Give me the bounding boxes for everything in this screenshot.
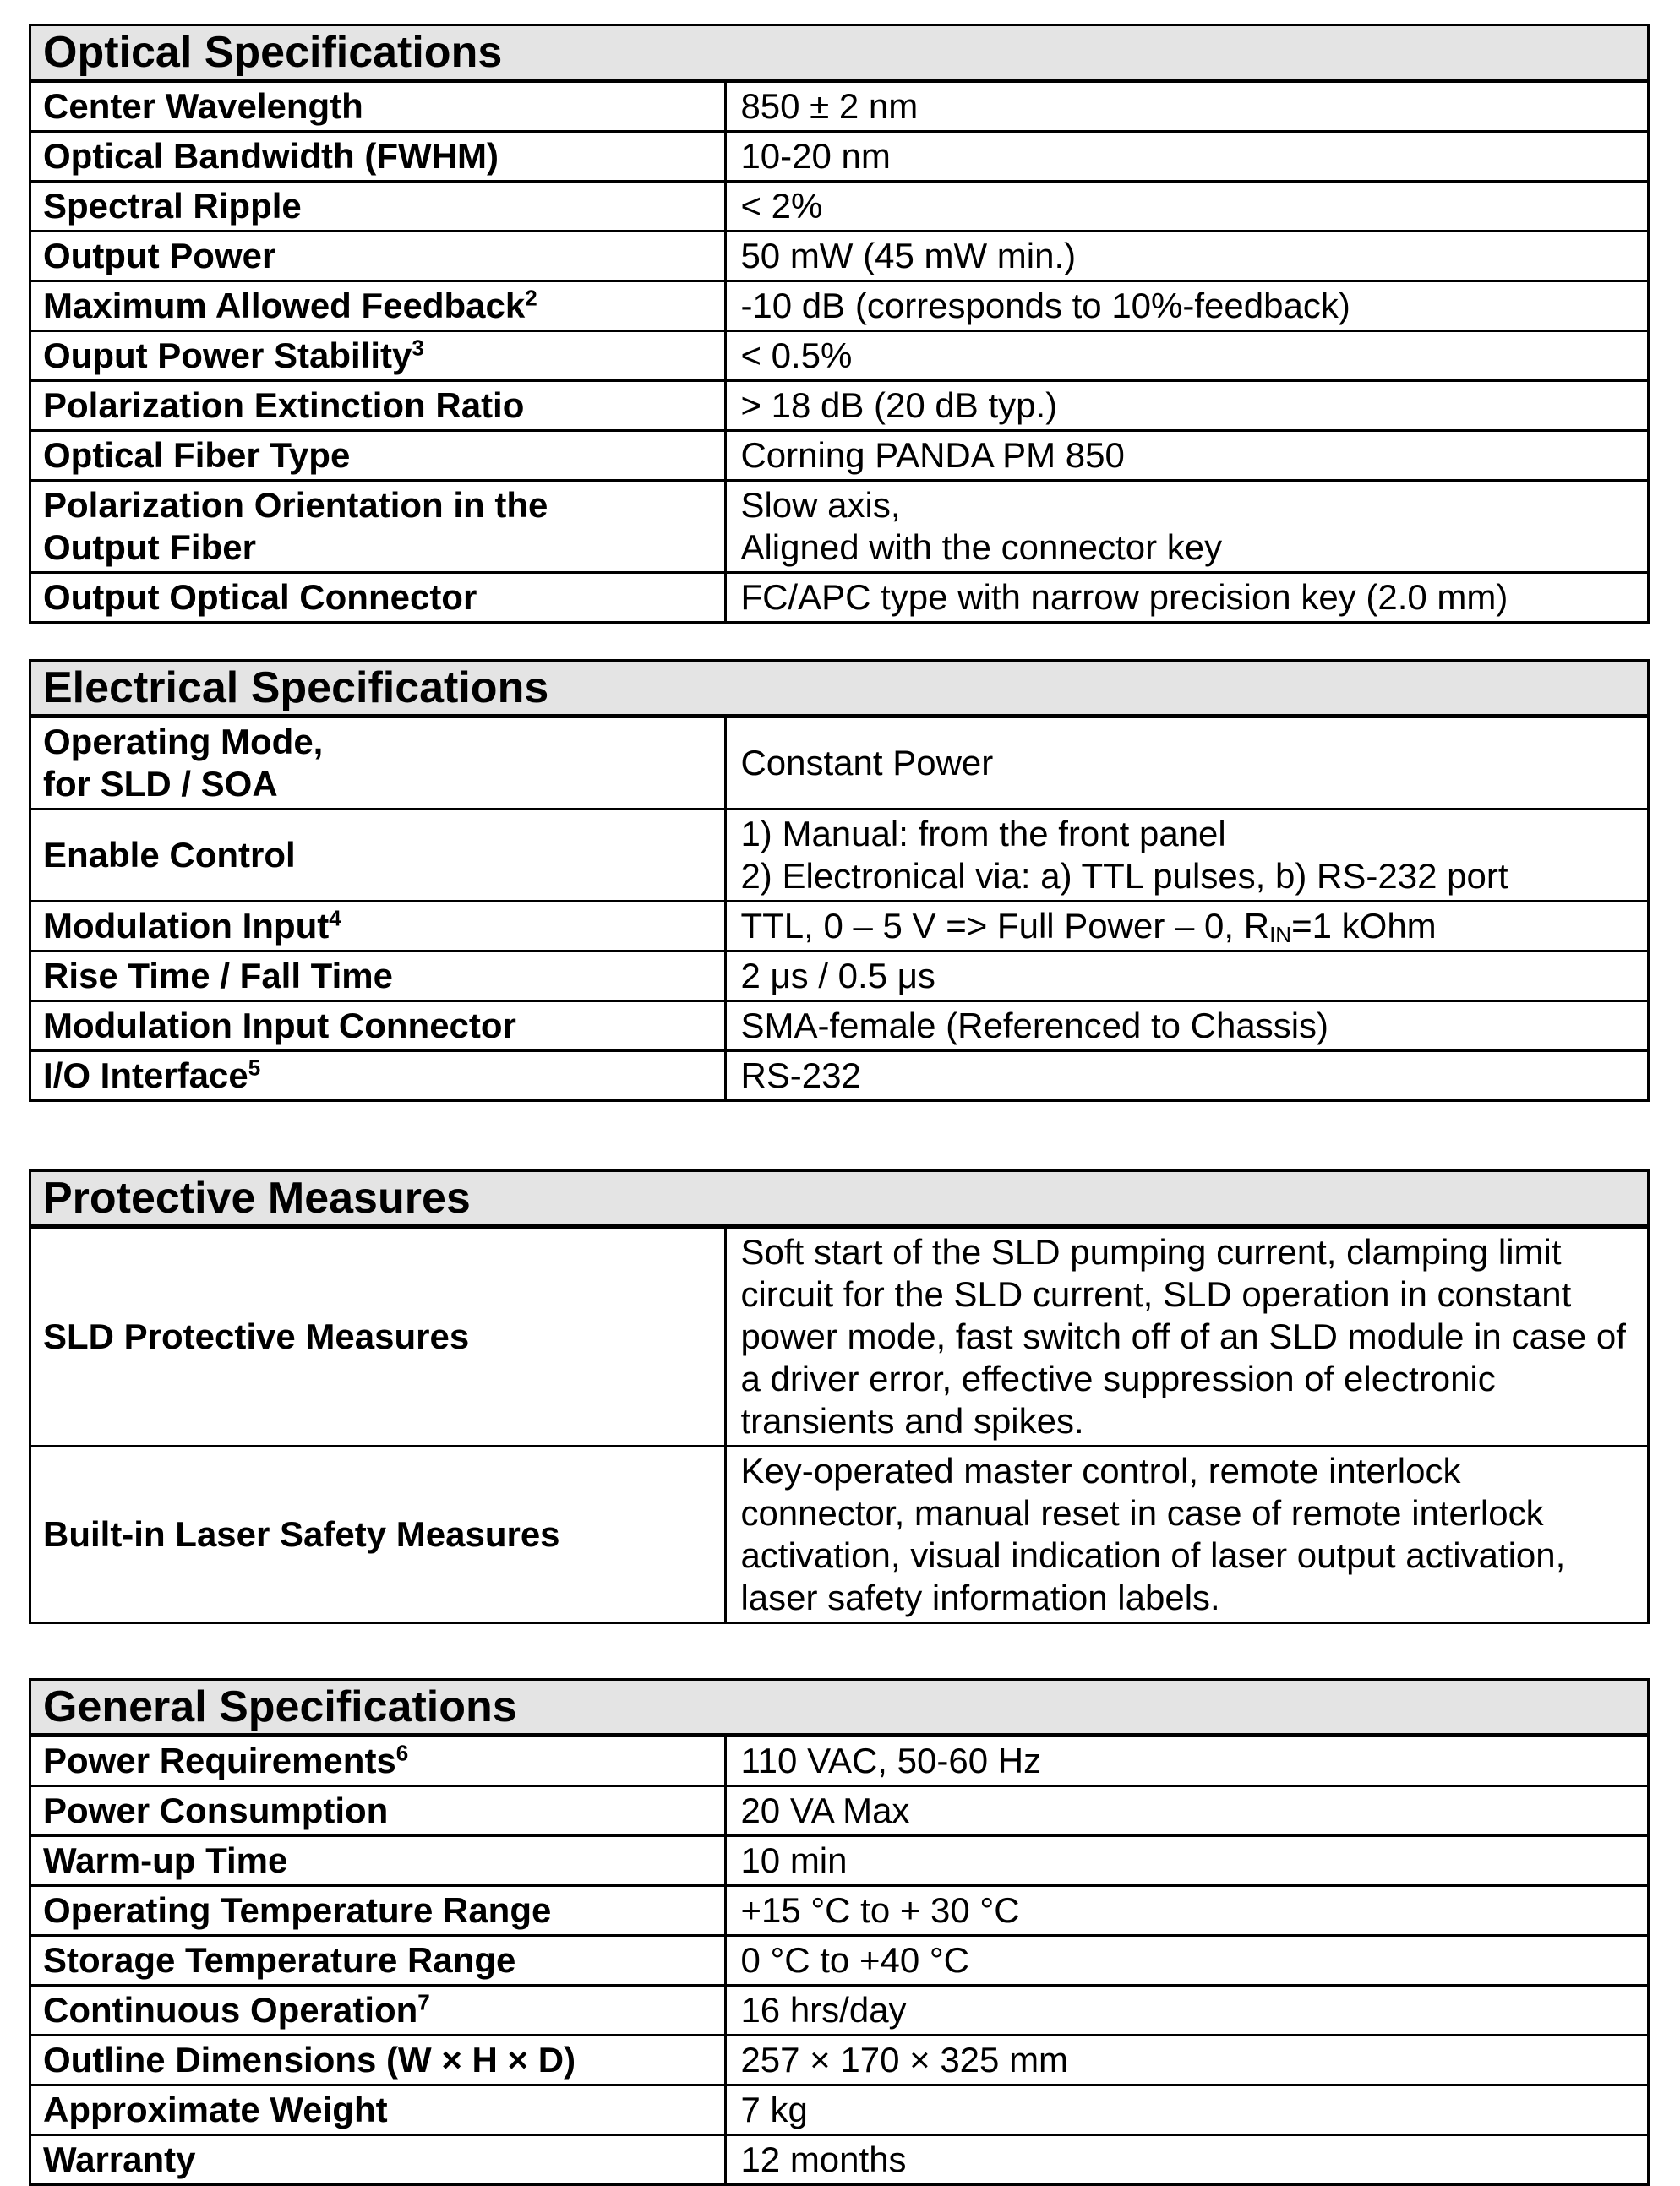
sup-text: 4 [329, 905, 341, 931]
spec-row [30, 1001, 1649, 1051]
section-header-row [30, 1171, 1649, 1227]
section-header-row [30, 661, 1649, 717]
section-title-protective: Protective Measures [30, 1171, 1649, 1227]
spec-row [30, 331, 1649, 381]
text: > 18 dB (20 dB typ.) [740, 385, 1058, 425]
spec-label-cell [30, 1051, 726, 1101]
text-line [43, 285, 711, 327]
text: Continuous Operation [43, 1990, 418, 2030]
text-line [43, 1790, 711, 1832]
text: Maximum Allowed Feedback [43, 286, 526, 325]
sub-text: IN [1269, 922, 1292, 948]
spec-value-cell [726, 951, 1649, 1001]
spec-label-cell [30, 1886, 726, 1936]
section-title-electrical: Electrical Specifications [30, 661, 1649, 717]
text-line [740, 1740, 1634, 1782]
text: Optical Bandwidth (FWHM) [43, 136, 499, 176]
text-line [740, 1055, 1634, 1097]
text: 2 μs / 0.5 μs [740, 956, 935, 995]
sup-text: 7 [417, 1989, 430, 2015]
text: Storage Temperature Range [43, 1940, 516, 1980]
text: for SLD / SOA [43, 764, 278, 804]
text: =1 kOhm [1291, 906, 1437, 946]
text: Output Optical Connector [43, 577, 477, 617]
text-line [43, 2139, 711, 2181]
spec-value-cell [726, 481, 1649, 573]
text-line [740, 335, 1634, 377]
text: Constant Power [740, 743, 994, 782]
spec-row [30, 1736, 1649, 1786]
spec-value-cell [726, 1786, 1649, 1836]
text: 7 kg [740, 2090, 808, 2129]
text-line [740, 1005, 1634, 1047]
spec-row [30, 717, 1649, 810]
text: Output Power [43, 236, 276, 275]
text-line [43, 763, 711, 805]
text-line [43, 185, 711, 227]
text: 10 min [740, 1840, 848, 1880]
text: Warranty [43, 2140, 196, 2179]
text: Modulation Input Connector [43, 1006, 516, 1045]
text-line [740, 1450, 1634, 1619]
text: RS-232 [740, 1055, 861, 1095]
text: Corning PANDA PM 850 [740, 435, 1125, 475]
text: FC/APC type with narrow precision key (2.0 mm) [740, 577, 1508, 617]
spec-label-cell [30, 281, 726, 331]
text-line [740, 434, 1634, 477]
text-line [43, 834, 711, 876]
spec-label-cell [30, 381, 726, 431]
text: I/O Interface [43, 1055, 248, 1095]
text: Soft start of the SLD pumping current, clamping limit circuit for the SLD current, SLD operation in constant power mode, fast switch off of an SLD module in case of a driver error, effective suppression of electronic transients and spikes. [740, 1232, 1626, 1441]
text: 2) Electronical via: a) TTL pulses, b) RS-232 port [740, 856, 1508, 896]
text: Ouput Power Stability [43, 335, 412, 375]
text: 10-20 nm [740, 136, 891, 176]
text-line [43, 1316, 711, 1358]
text: +15 °C to + 30 °C [740, 1890, 1020, 1930]
text-line [740, 2039, 1634, 2081]
spec-label-cell [30, 81, 726, 132]
spec-value-cell [726, 1736, 1649, 1786]
text-line [740, 1939, 1634, 1982]
spec-value-cell [726, 2135, 1649, 2185]
protective-measures-table [29, 1169, 1650, 1624]
text-line [43, 2039, 711, 2081]
spec-label-cell [30, 810, 726, 902]
spec-label-cell [30, 481, 726, 573]
text: Key-operated master control, remote interlock connector, manual reset in case of remote interlock activation, visual indication of laser output activation, laser safety information labels. [740, 1451, 1566, 1617]
text-line [43, 484, 711, 526]
text: Rise Time / Fall Time [43, 956, 393, 995]
spec-label-cell [30, 717, 726, 810]
text-line [740, 2139, 1634, 2181]
text: 50 mW (45 mW min.) [740, 236, 1077, 275]
spec-value-cell [726, 902, 1649, 951]
spec-value-cell [726, 2036, 1649, 2085]
spec-label-cell [30, 1786, 726, 1836]
sup-text: 3 [412, 335, 424, 361]
spec-row [30, 1227, 1649, 1447]
text-line [740, 742, 1634, 784]
text-line [740, 905, 1634, 947]
spec-label-cell [30, 573, 726, 623]
sup-text: 2 [525, 285, 537, 311]
text: Power Requirements [43, 1741, 396, 1780]
text-line [740, 285, 1634, 327]
spec-label-cell [30, 2036, 726, 2085]
sup-text: 6 [395, 1740, 409, 1766]
text-line [740, 484, 1634, 526]
text-line [740, 135, 1634, 177]
text: -10 dB (corresponds to 10%-feedback) [740, 286, 1350, 325]
text: SMA-female (Referenced to Chassis) [740, 1006, 1329, 1045]
text: 0 °C to +40 °C [740, 1940, 969, 1980]
text: Output Fiber [43, 527, 256, 567]
text-line [740, 855, 1634, 897]
spec-label-cell [30, 1447, 726, 1623]
spec-label-cell [30, 2085, 726, 2135]
spec-value-cell [726, 1986, 1649, 2036]
text: Spectral Ripple [43, 186, 302, 226]
text-line [740, 526, 1634, 569]
spec-row [30, 281, 1649, 331]
text: Power Consumption [43, 1791, 389, 1830]
spec-row [30, 1836, 1649, 1886]
text: 20 VA Max [740, 1791, 910, 1830]
section-header-row [30, 1680, 1649, 1736]
text-line [43, 905, 711, 947]
spec-row [30, 1051, 1649, 1101]
spec-label-cell [30, 2135, 726, 2185]
text: 16 hrs/day [740, 1990, 907, 2030]
text-line [43, 1939, 711, 1982]
spec-value-cell [726, 281, 1649, 331]
spec-value-cell [726, 1447, 1649, 1623]
text-line [43, 1005, 711, 1047]
sup-text: 5 [248, 1055, 261, 1081]
text: 1) Manual: from the front panel [740, 814, 1226, 853]
text-line [740, 1840, 1634, 1882]
text-line [43, 235, 711, 277]
spec-value-cell [726, 1886, 1649, 1936]
text: Outline Dimensions (W × H × D) [43, 2040, 576, 2080]
text: Polarization Extinction Ratio [43, 385, 525, 425]
text-line [43, 526, 711, 569]
spec-label-cell [30, 1001, 726, 1051]
text-line [43, 85, 711, 128]
spec-label-cell [30, 1986, 726, 2036]
text: Aligned with the connector key [740, 527, 1223, 567]
spec-row [30, 1447, 1649, 1623]
text-line [740, 1989, 1634, 2031]
text-line [740, 1231, 1634, 1442]
text-line [43, 721, 711, 763]
spec-row [30, 951, 1649, 1001]
spec-value-cell [726, 1936, 1649, 1986]
spec-value-cell [726, 132, 1649, 182]
text-line [43, 434, 711, 477]
spec-label-cell [30, 1736, 726, 1786]
spec-value-cell [726, 1227, 1649, 1447]
text: 257 × 170 × 325 mm [740, 2040, 1069, 2080]
spec-row [30, 810, 1649, 902]
spec-row [30, 232, 1649, 281]
text: Optical Fiber Type [43, 435, 351, 475]
text-line [43, 135, 711, 177]
text: Slow axis, [740, 485, 901, 525]
spec-row [30, 132, 1649, 182]
spec-label-cell [30, 951, 726, 1001]
text: SLD Protective Measures [43, 1317, 470, 1356]
spec-value-cell [726, 431, 1649, 481]
spec-value-cell [726, 810, 1649, 902]
text: < 0.5% [740, 335, 853, 375]
section-title-optical: Optical Specifications [30, 25, 1649, 81]
text: 110 VAC, 50-60 Hz [740, 1741, 1042, 1780]
text-line [740, 1889, 1634, 1932]
text: Modulation Input [43, 906, 330, 946]
text: Built-in Laser Safety Measures [43, 1514, 560, 1554]
spec-row [30, 2135, 1649, 2185]
spec-row [30, 81, 1649, 132]
text-line [43, 1989, 711, 2031]
spec-label-cell [30, 902, 726, 951]
spec-row [30, 481, 1649, 573]
spec-row [30, 431, 1649, 481]
text-line [43, 576, 711, 619]
spec-value-cell [726, 717, 1649, 810]
spec-row [30, 573, 1649, 623]
text-line [740, 2089, 1634, 2131]
text: 850 ± 2 nm [740, 86, 919, 126]
spec-value-cell [726, 232, 1649, 281]
text-line [740, 1790, 1634, 1832]
spec-row [30, 2036, 1649, 2085]
text: < 2% [740, 186, 823, 226]
spec-value-cell [726, 182, 1649, 232]
section-title-general: General Specifications [30, 1680, 1649, 1736]
electrical-specifications-table [29, 659, 1650, 1102]
spec-row [30, 1786, 1649, 1836]
text: Approximate Weight [43, 2090, 388, 2129]
spec-row [30, 1986, 1649, 2036]
spec-value-cell [726, 381, 1649, 431]
spec-value-cell [726, 2085, 1649, 2135]
text-line [43, 2089, 711, 2131]
text-line [740, 85, 1634, 128]
spec-label-cell [30, 1227, 726, 1447]
spec-value-cell [726, 573, 1649, 623]
text-line [740, 813, 1634, 855]
spec-value-cell [726, 1836, 1649, 1886]
text: Operating Mode, [43, 722, 324, 761]
spec-label-cell [30, 1936, 726, 1986]
optical-specifications-table [29, 24, 1650, 624]
text: TTL, 0 – 5 V => Full Power – 0, R [740, 906, 1270, 946]
spec-row [30, 182, 1649, 232]
text-line [43, 1840, 711, 1882]
text-line [740, 185, 1634, 227]
spec-value-cell [726, 1001, 1649, 1051]
text-line [43, 1889, 711, 1932]
text-line [43, 335, 711, 377]
text-line [43, 1513, 711, 1556]
spec-row [30, 902, 1649, 951]
spec-row [30, 1886, 1649, 1936]
text-line [740, 235, 1634, 277]
text: Polarization Orientation in the [43, 485, 548, 525]
spec-row [30, 2085, 1649, 2135]
spec-label-cell [30, 431, 726, 481]
spec-label-cell [30, 182, 726, 232]
general-specifications-table [29, 1678, 1650, 2186]
text-line [740, 576, 1634, 619]
text-line [43, 1740, 711, 1782]
text-line [43, 384, 711, 427]
section-header-row [30, 25, 1649, 81]
spec-label-cell [30, 132, 726, 182]
text: Operating Temperature Range [43, 1890, 552, 1930]
text: Warm-up Time [43, 1840, 288, 1880]
spec-value-cell [726, 81, 1649, 132]
spec-label-cell [30, 1836, 726, 1886]
text-line [43, 1055, 711, 1097]
spec-value-cell [726, 331, 1649, 381]
spec-value-cell [726, 1051, 1649, 1101]
spec-label-cell [30, 331, 726, 381]
text: Center Wavelength [43, 86, 363, 126]
text: Enable Control [43, 835, 296, 875]
spec-row [30, 1936, 1649, 1986]
text-line [740, 384, 1634, 427]
spec-row [30, 381, 1649, 431]
text-line [740, 955, 1634, 997]
spec-label-cell [30, 232, 726, 281]
text: 12 months [740, 2140, 907, 2179]
text-line [43, 955, 711, 997]
